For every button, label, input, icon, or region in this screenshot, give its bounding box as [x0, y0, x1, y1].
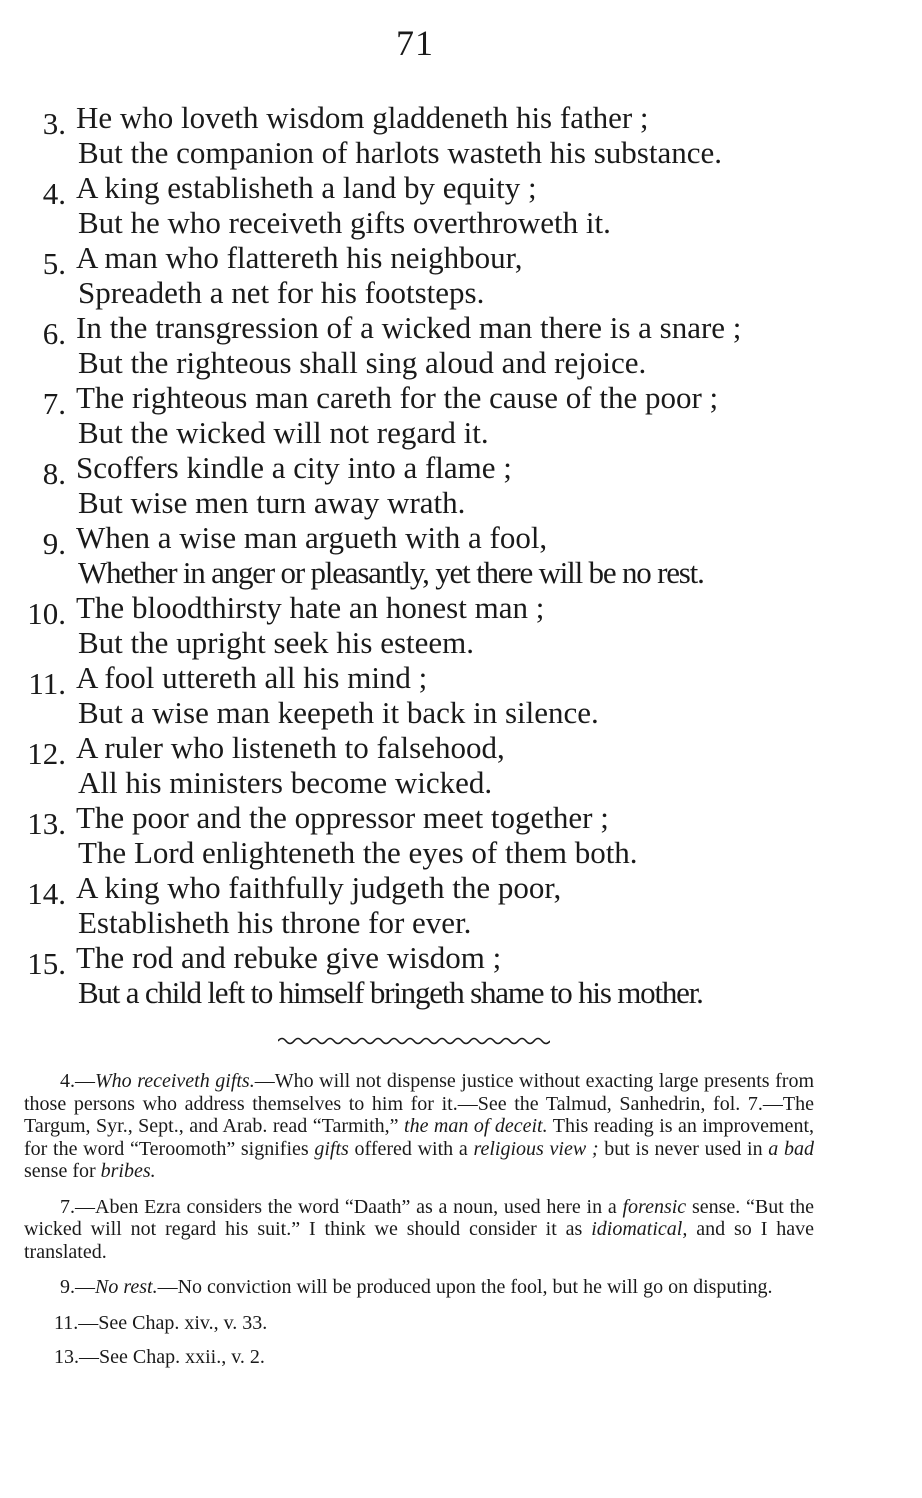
footnote-text: sense for: [24, 1160, 96, 1182]
verse-line: But he who receiveth gifts overthroweth it.: [78, 205, 611, 240]
verse-number: 6.: [42, 316, 66, 351]
footnote-italic: religious view ;: [473, 1137, 599, 1160]
verse-line: But wise men turn away wrath.: [78, 485, 466, 520]
verse: [14, 240, 894, 310]
verse-line: A man who flattereth his neighbour,: [76, 240, 523, 275]
verse-line: A king establisheth a land by equity ;: [76, 170, 537, 205]
verse-number: 8.: [42, 456, 66, 491]
footnote-italic: forensic: [622, 1195, 687, 1218]
footnote-italic: the man of deceit.: [404, 1115, 548, 1137]
verse-number: 10.: [27, 596, 66, 631]
verse-number: 13.: [27, 806, 66, 841]
verse-line: A king who faithfully judgeth the poor,: [76, 870, 562, 905]
verse-line: Spreadeth a net for his footsteps.: [78, 275, 485, 310]
verse-line: But the companion of harlots wasteth his substance.: [78, 135, 722, 170]
verse-line: A fool uttereth all his mind ;: [76, 660, 428, 695]
verse-line: The rod and rebuke give wisdom ;: [76, 940, 502, 975]
footnote-7: [24, 1196, 814, 1264]
verse-number: 4.: [42, 176, 66, 211]
verse-line: But the wicked will not regard it.: [78, 415, 489, 450]
verse: [14, 590, 894, 660]
verse-line: But the righteous shall sing aloud and rejoice.: [78, 345, 647, 380]
footnote-heading: No rest.: [95, 1276, 158, 1298]
footnote-text: —No conviction will be produced upon the fool, but he will go on disputing.: [157, 1276, 773, 1298]
footnote-text: Aben Ezra considers the word “Daath” as a noun, used here in a: [95, 1195, 617, 1218]
footnote-9: [24, 1276, 814, 1299]
verse-number: 9.: [42, 526, 66, 561]
footnote-text: offered with a: [354, 1137, 468, 1160]
footnote-italic: a bad: [768, 1137, 814, 1160]
verse: [14, 100, 894, 170]
footnote-text: but is never used in: [604, 1137, 763, 1160]
verse: [14, 380, 894, 450]
verse-number: 14.: [27, 876, 66, 911]
verse-line: A ruler who listeneth to falsehood,: [76, 730, 505, 765]
footnote-italic: gifts: [314, 1137, 349, 1160]
footnote-heading: Who receiveth gifts.: [95, 1070, 255, 1092]
footnote-text: This reading is an improvement, for the word “Teroomoth” signifies: [24, 1115, 814, 1160]
footnote-text: sense. “But the wicked will not regard his suit.” I think we should consider it as: [24, 1195, 815, 1240]
verse-line: Scoffers kindle a city into a flame ;: [76, 450, 512, 485]
footnote-italic: bribes.: [100, 1160, 156, 1182]
verse: [14, 940, 894, 1010]
verse: [14, 310, 894, 380]
footnote-13: 13.—See Chap. xxii., v. 2.: [54, 1346, 265, 1368]
verse-number: 11.: [28, 666, 66, 701]
footnote-italic: idiomatical,: [591, 1218, 688, 1240]
verse: [14, 730, 894, 800]
verse-line: The bloodthirsty hate an honest man ;: [76, 590, 545, 625]
verse-list: [14, 100, 894, 1010]
footnote-ref: 9.—: [60, 1276, 95, 1298]
verse-line: The poor and the oppressor meet together ;: [76, 800, 609, 835]
footnote-ref: 7.—: [60, 1195, 95, 1218]
verse-line: He who loveth wisdom gladdeneth his father ;: [76, 100, 649, 135]
verse-line: When a wise man argueth with a fool,: [76, 520, 548, 555]
footnote-ref: 4.—: [60, 1070, 95, 1092]
verse: [14, 520, 894, 590]
verse-number: 3.: [42, 106, 66, 141]
verse-line: Establisheth his throne for ever.: [78, 905, 472, 940]
footnote-11: 11.—See Chap. xiv., v. 33.: [54, 1311, 268, 1334]
verse: [14, 870, 894, 940]
footnote-4: [24, 1070, 814, 1183]
verse: [14, 450, 894, 520]
verse: [14, 170, 894, 240]
footnotes: [24, 1070, 814, 1381]
verse: [14, 660, 894, 730]
verse-line: But a child left to himself bringeth shame to his mother.: [78, 975, 703, 1010]
verse-line: All his ministers become wicked.: [78, 765, 493, 800]
verse-line: But a wise man keepeth it back in silence.: [78, 695, 599, 730]
verse-line: But the upright seek his esteem.: [78, 625, 475, 660]
verse-line: The Lord enlighteneth the eyes of them both.: [78, 835, 638, 870]
verse: [14, 800, 894, 870]
footnote-text: —Who will not dispense justice without exacting large presents from those persons who address themselves to him for it.—See the Talmud, Sanhedrin, fol. 7.—The Targum, Syr., Sept., and Arab. read “Tarmith,”: [24, 1070, 814, 1137]
verse-number: 15.: [27, 946, 66, 981]
wavy-divider: [278, 1034, 550, 1048]
verse-line: In the transgression of a wicked man there is a snare ;: [76, 310, 742, 345]
verse-number: 12.: [27, 736, 66, 771]
verse-line: The righteous man careth for the cause of the poor ;: [76, 380, 719, 415]
footnote-text: and so I have translated.: [24, 1218, 815, 1263]
verse-number: 7.: [42, 386, 66, 421]
verse-line: Whether in anger or pleasantly, yet there will be no rest.: [78, 555, 704, 590]
page-number: 71: [396, 23, 434, 63]
verse-number: 5.: [42, 246, 66, 281]
